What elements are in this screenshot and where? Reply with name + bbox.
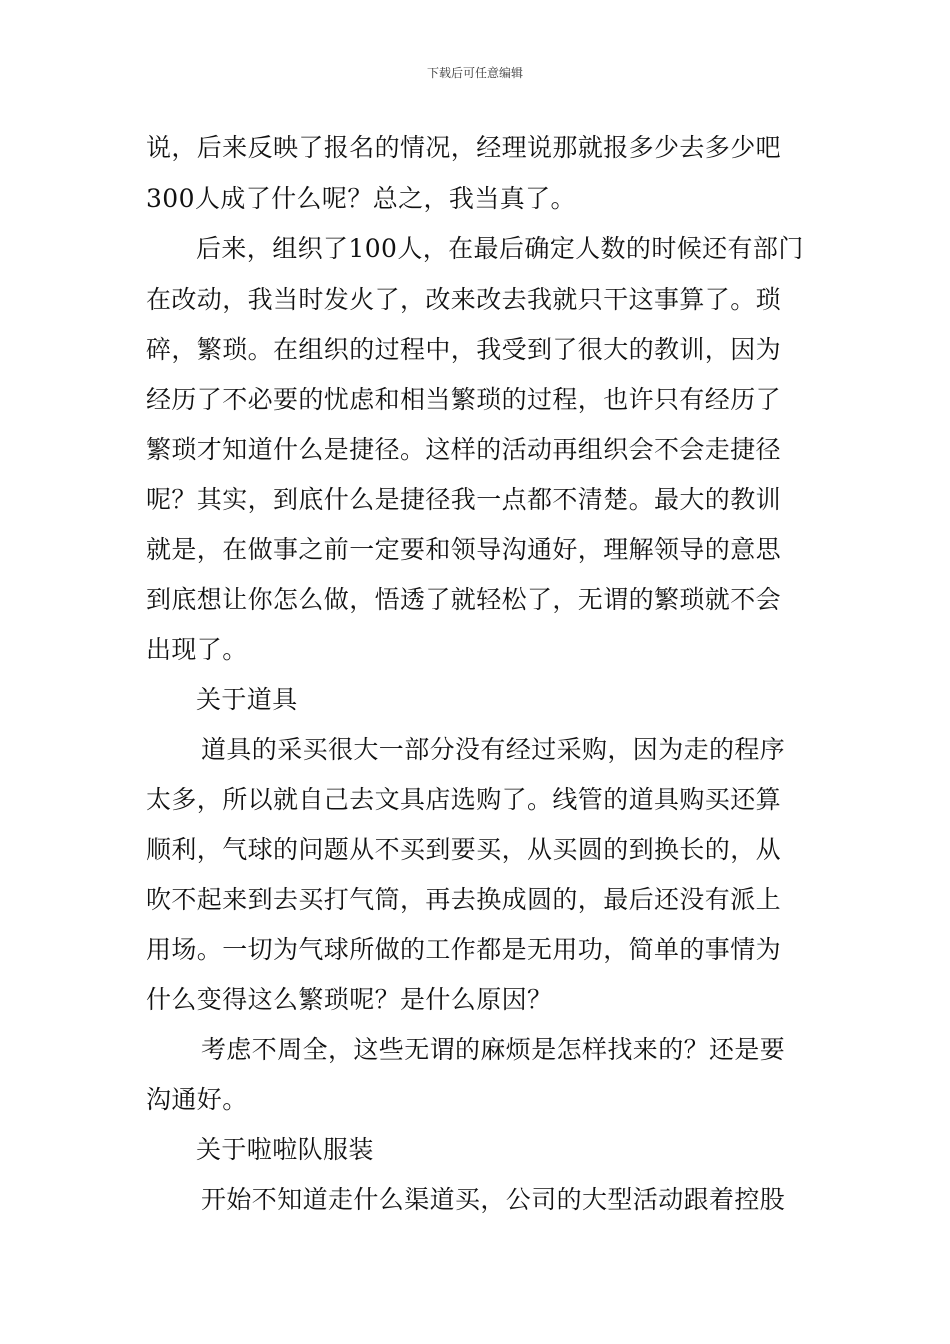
text-line: 考虑不周全，这些无谓的麻烦是怎样找来的？还是要 (201, 1035, 786, 1064)
text-line: 碎，繁琐。在组织的过程中，我受到了很大的教训，因为 (146, 335, 782, 364)
text-line: 开始不知道走什么渠道买，公司的大型活动跟着控股 (201, 1185, 786, 1214)
text-line: 太多，所以就自己去文具店选购了。线管的道具购买还算 (146, 785, 782, 814)
text-line: 沟通好。 (146, 1085, 248, 1114)
text-line: 后来，组织了100人，在最后确定人数的时候还有部门 (196, 234, 804, 263)
text-line: 说，后来反映了报名的情况，经理说那就报多少去多少吧 (146, 133, 782, 162)
text-line: 300人成了什么呢？总之，我当真了。 (146, 184, 576, 213)
text-line: 用场。一切为气球所做的工作都是无用功，简单的事情为 (146, 935, 782, 964)
text-line: 顺利，气球的问题从不买到要买，从买圆的到换长的，从 (146, 835, 782, 864)
text-line: 道具的采买很大一部分没有经过采购，因为走的程序 (201, 735, 786, 764)
text-line: 吹不起来到去买打气筒，再去换成圆的，最后还没有派上 (146, 885, 782, 914)
text-line: 到底想让你怎么做，悟透了就轻松了，无谓的繁琐就不会 (146, 585, 782, 614)
text-line: 出现了。 (146, 635, 248, 664)
text-line: 经历了不必要的忧虑和相当繁琐的过程，也许只有经历了 (146, 385, 782, 414)
text-line: 呢？其实，到底什么是捷径我一点都不清楚。最大的教训 (146, 485, 782, 514)
text-line: 什么变得这么繁琐呢？是什么原因？ (146, 985, 553, 1014)
text-line: 在改动，我当时发火了，改来改去我就只干这事算了。琐 (146, 285, 782, 314)
text-line: 繁琐才知道什么是捷径。这样的活动再组织会不会走捷径 (146, 435, 782, 464)
section-heading: 关于啦啦队服装 (196, 1135, 374, 1164)
section-heading: 关于道具 (196, 685, 298, 714)
page-header: 下载后可任意编辑 (426, 66, 523, 80)
text-line: 就是，在做事之前一定要和领导沟通好，理解领导的意思 (146, 535, 782, 564)
